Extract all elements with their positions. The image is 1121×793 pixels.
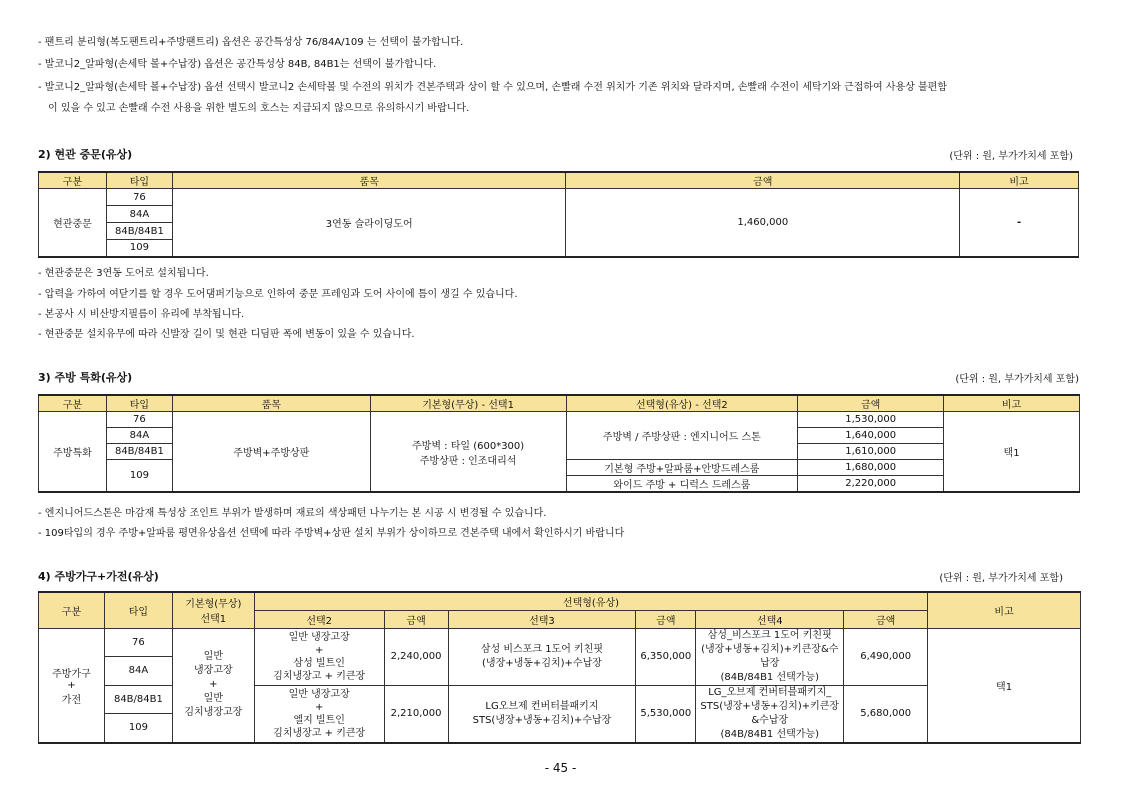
- r2-price-4: 5,680,000: [844, 685, 928, 743]
- type-cell: 84B/84B1: [106, 223, 172, 240]
- header-price-3: 금액: [636, 610, 696, 628]
- r1-select-3: [448, 628, 636, 685]
- entrance-door-table: [38, 171, 1079, 258]
- section-2-unit: (단위 : 원, 부가가치세 포함): [949, 151, 1073, 162]
- sec2-note-3: - 본공사 시 비산방지필름이 유리에 부착됩니다.: [38, 309, 245, 320]
- r1-select-2-line: 김치냉장고 + 키큰장: [273, 670, 366, 682]
- type-cell: 76: [106, 189, 172, 206]
- section-4-unit: (단위 : 원, 부가가치세 포함): [939, 573, 1063, 584]
- header-item: 품목: [172, 395, 370, 412]
- r1-select-4-line: 삼성_비스포크 1도어 키친핏: [707, 629, 832, 641]
- header-basic: 기본형(무상) - 선택1: [370, 395, 566, 412]
- remark-cell: -: [960, 189, 1079, 257]
- top-note-4: 이 있을 수 있고 손빨래 수전 사용을 위한 별도의 호스는 지급되지 않으므로 유의하시기 바랍니다.: [48, 103, 470, 114]
- basic-line-1: 주방벽 : 타일 (600*300): [412, 440, 525, 452]
- top-note-2: - 발코니2_알파형(손세탁 볼+수납장) 옵션은 공간특성상 84B, 84B1는 선택이 불가합니다.: [38, 59, 437, 70]
- type-cell: 76: [104, 628, 172, 657]
- r1-select-4-line: (냉장+냉동+김치)+키큰장&수납장: [701, 643, 839, 669]
- type-cell: 109: [106, 240, 172, 257]
- option-wide-cell: 와이드 주방 + 디럭스 드레스룸: [566, 476, 798, 493]
- basic-line: 김치냉장고장: [184, 707, 243, 718]
- r2-select-4-line: (84B/84B1 선택가능): [720, 728, 820, 740]
- basic-line: 일반: [203, 651, 223, 662]
- header-category: 구분: [39, 172, 107, 189]
- price-cell: 1,610,000: [798, 444, 944, 460]
- option-stone-cell: 주방벽 / 주방상판 : 엔지니어드 스톤: [566, 412, 798, 460]
- r2-select-2-line: 김치냉장고 + 키큰장: [273, 727, 366, 739]
- header-remark: 비고: [928, 592, 1081, 628]
- header-price-2: 금액: [384, 610, 448, 628]
- section-3-title: 3) 주방 특화(유상): [38, 371, 133, 384]
- r2-select-4-line: LG_오브제 컨버터블패키지_: [708, 686, 832, 698]
- header-option: 선택형(유상): [254, 592, 927, 610]
- type-cell: 84A: [104, 657, 172, 686]
- category-line-2: +: [67, 679, 76, 691]
- header-basic-line-2: 선택1: [200, 614, 227, 626]
- type-cell: 84A: [106, 206, 172, 223]
- header-category: 구분: [39, 395, 107, 412]
- r1-select-2-line: 삼성 빌트인: [293, 657, 345, 669]
- header-type: 타입: [106, 172, 172, 189]
- r1-select-4: [696, 628, 844, 685]
- item-cell: 3연동 슬라이딩도어: [172, 189, 566, 257]
- header-select-2: 선택2: [254, 610, 384, 628]
- r2-select-2-line: +: [314, 701, 324, 713]
- r1-price-2: 2,240,000: [384, 628, 448, 685]
- r2-select-3-line: STS(냉장+냉동+김치)+수납장: [472, 714, 612, 726]
- r2-select-4-line: STS(냉장+냉동+김치)+키큰장&수납장: [700, 700, 840, 726]
- category-cell: 주방특화: [39, 412, 107, 493]
- header-select-4: 선택4: [696, 610, 844, 628]
- type-cell: 84A: [106, 428, 172, 444]
- sec2-note-4: - 현관중문 설치유무에 따라 신발장 길이 및 현관 디딤판 폭에 변동이 있을 수 있습니다.: [38, 329, 415, 340]
- basic-line: 일반: [203, 693, 223, 704]
- sec2-note-2: - 압력을 가하여 여닫기를 할 경우 도어댐퍼기능으로 인하여 중문 프레임과 도어 사이에 틈이 생길 수 있습니다.: [38, 289, 518, 300]
- price-cell: 1,640,000: [798, 428, 944, 444]
- r2-select-2-line: 엘지 빌트인: [293, 714, 345, 726]
- basic-line: 냉장고장: [194, 665, 233, 676]
- sec3-note-1: - 엔지니어드스톤은 마감재 특성상 조인트 부위가 발생하며 재료의 색상패턴 나누기는 본 시공 시 변경될 수 있습니다.: [38, 508, 547, 519]
- price-cell: 1,530,000: [798, 412, 944, 428]
- r1-select-4-line: (84B/84B1 선택가능): [720, 671, 820, 683]
- price-cell: 1,460,000: [566, 189, 960, 257]
- category-cell: 현관중문: [39, 189, 107, 257]
- type-cell: 76: [106, 412, 172, 428]
- basic-line: +: [209, 679, 218, 690]
- header-remark: 비고: [944, 395, 1080, 412]
- type-cell: 109: [106, 460, 172, 493]
- sec3-note-2: - 109타입의 경우 주방+알파룸 평면유상옵션 선택에 따라 주방벽+상판 설치 부위가 상이하므로 견본주택 내에서 확인하시기 바랍니다: [38, 528, 625, 539]
- remark-cell: 택1: [944, 412, 1080, 493]
- r1-price-4: 6,490,000: [844, 628, 928, 685]
- sec2-note-1: - 현관중문은 3연동 도어로 설치됩니다.: [38, 268, 209, 279]
- header-price: 금액: [798, 395, 944, 412]
- kitchen-appliance-table: [38, 591, 1081, 744]
- r2-select-3: [448, 685, 636, 743]
- r2-select-2-line: 일반 냉장고장: [288, 688, 350, 700]
- category-cell: [39, 628, 105, 743]
- basic-cell: [172, 628, 254, 743]
- header-select-3: 선택3: [448, 610, 636, 628]
- price-cell: 1,680,000: [798, 460, 944, 476]
- kitchen-upgrade-table: [38, 394, 1080, 493]
- r2-price-2: 2,210,000: [384, 685, 448, 743]
- r2-select-2: [254, 685, 384, 743]
- basic-cell: [370, 412, 566, 493]
- header-type: 타입: [104, 592, 172, 628]
- type-cell: 109: [104, 714, 172, 743]
- header-price: 금액: [566, 172, 960, 189]
- category-line-3: 가전: [61, 694, 82, 706]
- header-remark: 비고: [960, 172, 1079, 189]
- type-cell: 84B/84B1: [104, 685, 172, 714]
- basic-line-2: 주방상판 : 인조대리석: [419, 455, 517, 467]
- top-note-3: - 발코니2_알파형(손세탁 볼+수납장) 옵션 선택시 발코니2 손세탁볼 및 수전의 위치가 견본주택과 상이 할 수 있으며, 손빨래 수전 위치가 기존 위치와 달라지며, 손빨래 수전이 세탁기와 근접하여 사용상 불편함: [38, 82, 947, 93]
- header-option: 선택형(유상) - 선택2: [566, 395, 798, 412]
- header-basic-line-1: 기본형(무상): [185, 599, 242, 611]
- section-2-title: 2) 현관 중문(유상): [38, 148, 133, 161]
- header-basic: [172, 592, 254, 628]
- header-type: 타입: [106, 395, 172, 412]
- r1-select-3-line: 삼성 비스포크 1도어 키친핏: [480, 643, 604, 655]
- top-note-1: - 팬트리 분리형(복도팬트리+주방팬트리) 옵션은 공간특성상 76/84A/109 는 선택이 불가합니다.: [38, 37, 464, 48]
- item-cell: 주방벽+주방상판: [172, 412, 370, 493]
- category-line-1: 주방가구: [52, 668, 91, 680]
- section-4-title: 4) 주방가구+가전(유상): [38, 570, 159, 583]
- option-alpha-cell: 기본형 주방+알파룸+안방드레스룸: [566, 460, 798, 476]
- header-category: 구분: [39, 592, 105, 628]
- header-item: 품목: [172, 172, 566, 189]
- r1-select-3-line: (냉장+냉동+김치)+수납장: [482, 657, 602, 669]
- r1-select-2: [254, 628, 384, 685]
- r2-price-3: 5,530,000: [636, 685, 696, 743]
- remark-cell: 택1: [928, 628, 1081, 743]
- r2-select-3-line: LG오브제 컨버터블패키지: [485, 700, 599, 712]
- r2-select-4: [696, 685, 844, 743]
- r1-price-3: 6,350,000: [636, 628, 696, 685]
- header-price-4: 금액: [844, 610, 928, 628]
- page-number: - 45 -: [544, 761, 577, 775]
- type-cell: 84B/84B1: [106, 444, 172, 460]
- price-cell: 2,220,000: [798, 476, 944, 493]
- r1-select-2-line: 일반 냉장고장: [288, 631, 350, 643]
- section-3-unit: (단위 : 원, 부가가치세 포함): [955, 374, 1079, 385]
- r1-select-2-line: +: [314, 644, 324, 656]
